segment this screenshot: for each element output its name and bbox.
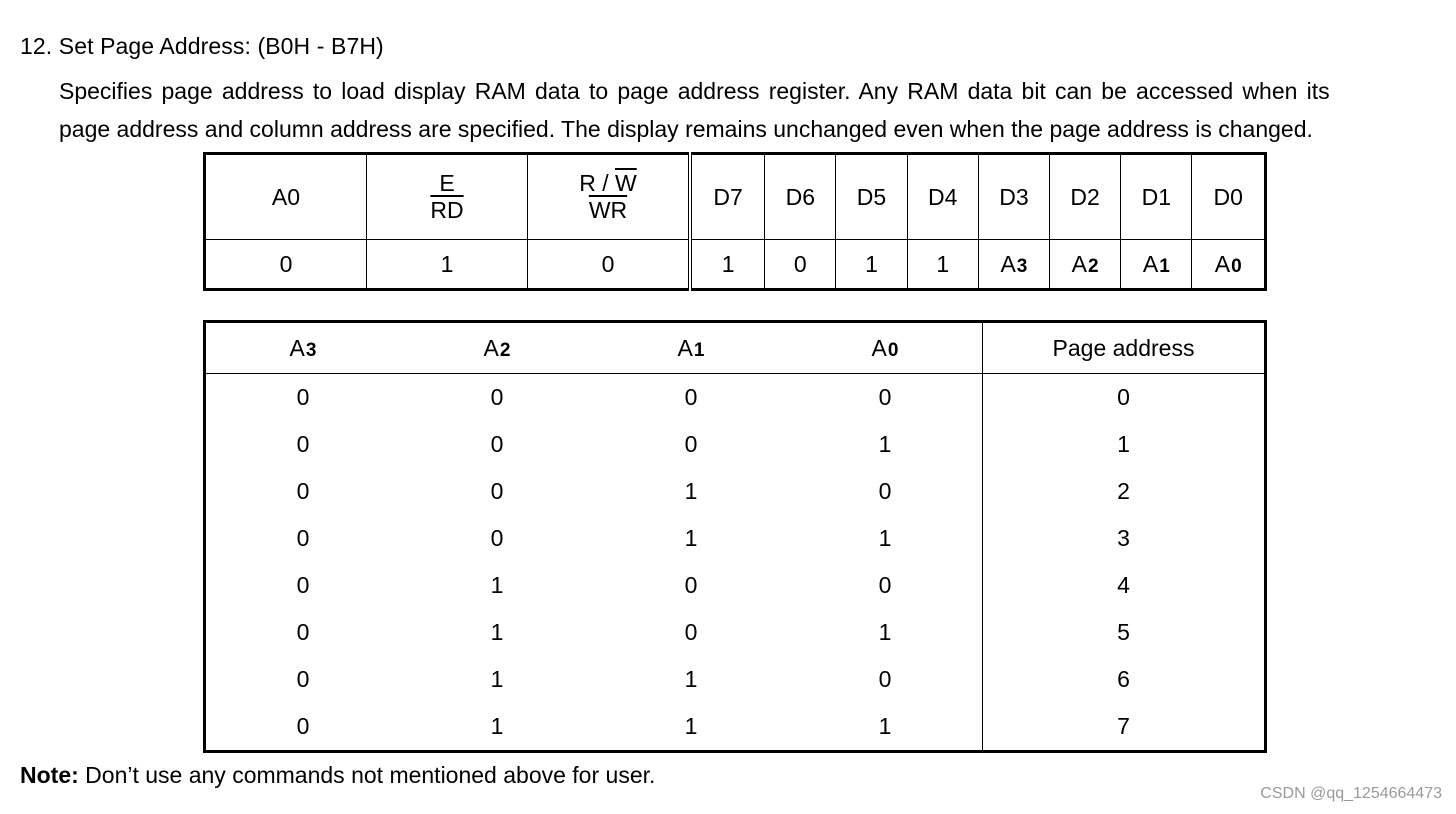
address-bit-cell: 1 [490,572,504,598]
address-bit-cell: 1 [684,478,698,504]
header-letter: A [871,334,887,361]
address-bit-cell: 0 [684,384,698,410]
table-row [205,515,1266,562]
a0-header [788,322,983,374]
table-row [205,703,1266,752]
address-bit-cell: 0 [296,431,310,457]
description-line: Specifies page address to load display RAM data to page address register. Any RAM data bit can be accessed when its [59,78,1330,104]
address-bit-cell: 0 [878,666,892,692]
table-row [205,374,1266,422]
address-bit-cell: 0 [296,478,310,504]
address-bit-cell: 0 [878,478,892,504]
address-bit-cell: 0 [684,572,698,598]
r-text: R [579,170,596,197]
bit-header: D6 [765,154,836,240]
slash-text: / [602,170,609,197]
header-letter: A [677,334,693,361]
address-bit-cell: 1 [878,525,892,551]
addr-sub: 3 [1016,255,1028,277]
addr-letter: A [1142,250,1159,277]
table-row [205,468,1266,515]
address-bit-cell [1192,240,1266,290]
command-header-row [205,154,1266,240]
page-address-cell: 7 [983,703,1266,752]
a2-header [400,322,594,374]
page-address-cell: 1 [983,421,1266,468]
rd-overline-text: $\overline{RD}$ [430,196,464,223]
address-bit-cell: 1 [684,666,698,692]
section-heading: 12. Set Page Address: (B0H - B7H) [20,33,384,59]
e-rd-header [367,154,528,240]
value-cell: 0 [765,240,836,290]
address-bit-cell: 0 [878,572,892,598]
header-letter: A [289,334,305,361]
address-bit-cell: 0 [684,619,698,645]
value-cell: 0 [205,240,367,290]
e-label: E [439,170,455,197]
table-row [205,656,1266,703]
addr-sub: 0 [1231,255,1242,277]
addr-letter: A [1214,250,1231,277]
address-bit-cell: 1 [878,713,892,739]
address-bit-cell: 0 [296,572,310,598]
a0-header: A0 [205,154,367,240]
bit-header: D5 [836,154,907,240]
address-bit-cell: 1 [490,619,504,645]
rd-label [430,197,463,223]
bit-header: D1 [1121,154,1192,240]
command-table [203,152,1267,291]
address-bit-cell: 1 [878,619,892,645]
address-bit-cell: 1 [684,525,698,551]
wr-overline-text: $\overline{WR}$ [588,196,628,223]
table-row [205,421,1266,468]
address-bit-cell: 0 [296,525,310,551]
bit-header: D0 [1192,154,1266,240]
addr-letter: A [1000,250,1016,277]
page-address-cell: 3 [983,515,1266,562]
address-bit-cell: 0 [296,713,310,739]
bit-header: D2 [1050,154,1121,240]
address-bit-cell: 0 [878,384,892,410]
page-address-cell: 6 [983,656,1266,703]
value-cell: 1 [836,240,907,290]
header-sub: 2 [499,339,511,361]
address-bit-cell: 0 [490,525,504,551]
description-paragraph [59,72,1451,148]
description-line: page address and column address are specified. The display remains unchanged even when the page address is changed. [59,116,1313,142]
address-bit-cell [1121,240,1192,290]
address-bit-cell: 1 [490,713,504,739]
note [20,762,655,789]
table-row [205,562,1266,609]
address-bit-cell: 1 [490,666,504,692]
value-cell: 1 [367,240,528,290]
w-overline-text: $\overline{W}$ [615,170,637,197]
page-address-cell: 4 [983,562,1266,609]
page-address-cell: 5 [983,609,1266,656]
page-address-header: Page address [983,322,1266,374]
value-cell: 1 [690,240,765,290]
page-table-header-row [205,322,1266,374]
table-row [205,609,1266,656]
address-bit-cell: 0 [296,384,310,410]
bit-header: D4 [907,154,978,240]
page-address-table [203,320,1267,753]
a3-header [205,322,401,374]
note-label: Note: [20,762,79,788]
address-bit-cell: 0 [684,431,698,457]
rw-wr-header [528,154,691,240]
value-cell: 0 [528,240,691,290]
header-sub: 0 [887,339,899,361]
bit-header: D7 [690,154,765,240]
a1-header [594,322,788,374]
address-bit-cell: 0 [296,666,310,692]
address-bit-cell: 0 [490,384,504,410]
address-bit-cell: 1 [878,431,892,457]
header-sub: 1 [693,339,705,361]
note-text: Don’t use any commands not mentioned above for user. [78,762,656,788]
addr-sub: 1 [1159,255,1170,277]
rw-label [579,170,637,196]
address-bit-cell [978,240,1049,290]
page-address-cell: 0 [983,374,1266,422]
address-bit-cell: 0 [490,431,504,457]
bit-header: D3 [978,154,1049,240]
header-letter: A [483,334,499,361]
watermark: CSDN @qq_1254664473 [1260,785,1442,802]
address-bit-cell: 1 [684,713,698,739]
wr-label [579,197,637,223]
header-sub: 3 [305,339,317,361]
page-address-cell: 2 [983,468,1266,515]
address-bit-cell: 0 [296,619,310,645]
addr-sub: 2 [1088,255,1099,277]
value-cell: 1 [907,240,978,290]
addr-letter: A [1071,250,1087,277]
address-bit-cell [1050,240,1121,290]
address-bit-cell: 0 [490,478,504,504]
command-value-row [205,240,1266,290]
